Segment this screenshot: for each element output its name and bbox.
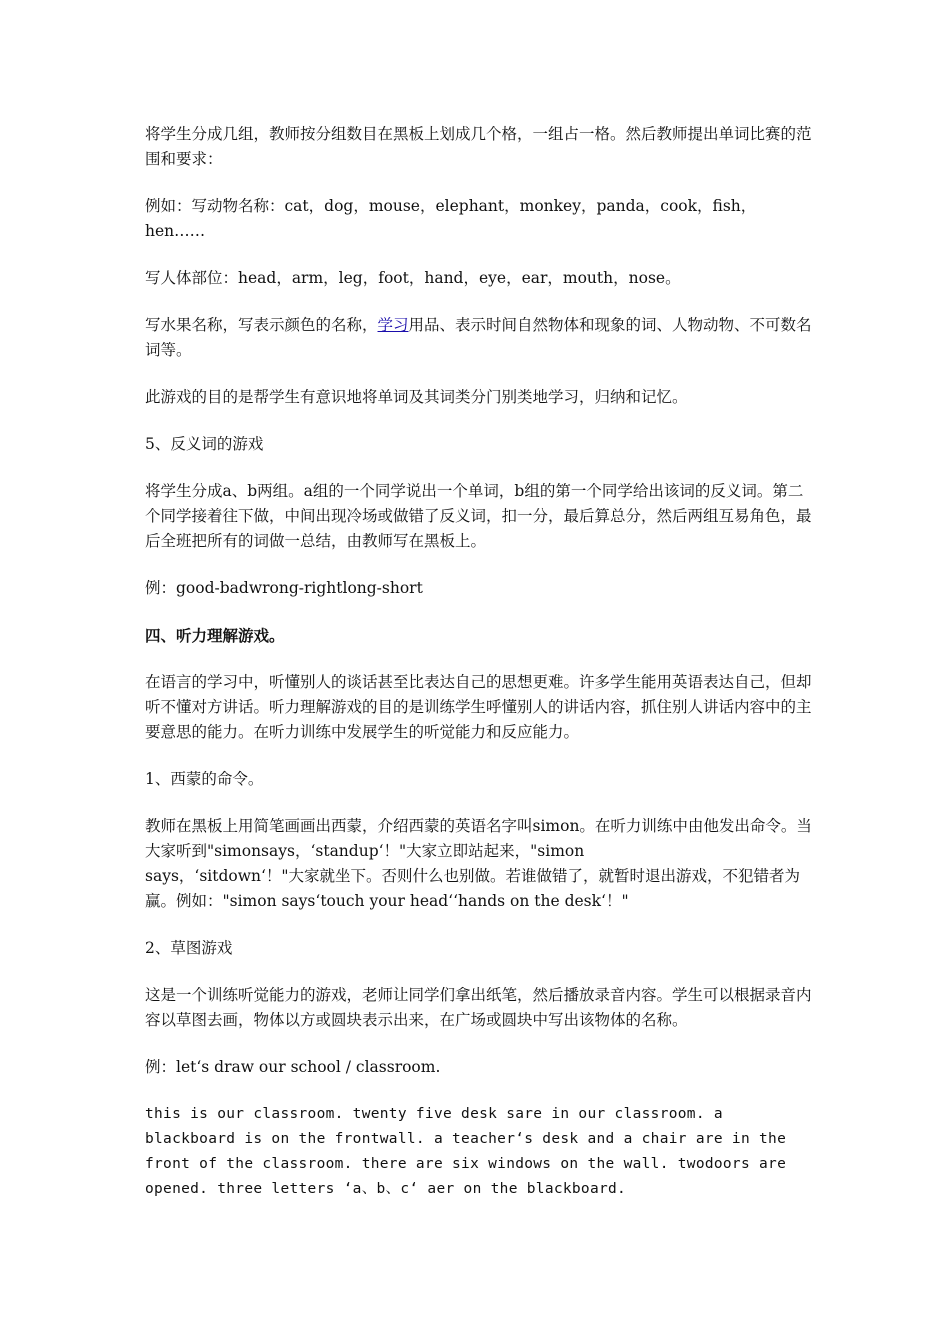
paragraph-classroom-description: this is our classroom. twenty five desk sare in our classroom. a blackboard is on the frontwall. a teacher‘s desk and a chair are in the front of the classroom. there are six windows on the wall. twodoors are opened. three letters ‘a、b、c‘ aer on the blackboard. [145,1106,787,1197]
text-line: 教师在黑板上用简笔画画出西蒙，介绍西蒙的英语名字叫simon。在听力训练中由他发出命令。当大家听到"simonsays，‘standup‘！"大家立即站起来，"simon [145,817,812,860]
paragraph-listening-intro: 在语言的学习中，听懂别人的谈话甚至比表达自己的思想更难。许多学生能用英语表达自己，但却听不懂对方讲话。听力理解游戏的目的是训练学生呼懂别人的讲话内容，抓住别人讲话内容中的主要意思的能力。在听力训练中发展学生的听觉能力和反应能力。 [145,673,812,741]
paragraph-groups: 将学生分成几组，教师按分组数目在黑板上划成几个格，一组占一格。然后教师提出单词比赛的范围和要求： [145,125,812,168]
paragraph-purpose: 此游戏的目的是帮学生有意识地将单词及其词类分门别类地学习，归纳和记忆。 [145,388,688,406]
text-segment: 用品、表示时间自然物体和现象的词、人物动物、不可数名词等。 [145,316,812,359]
paragraph-body-parts: 写人体部位：head，arm，leg，foot，hand，eye，ear，mouth，nose。 [145,269,681,287]
heading-antonym-game: 5、反义词的游戏 [145,435,264,453]
section-heading-listening: 四、听力理解游戏。 [145,626,285,645]
study-link[interactable]: 学习 [377,316,409,334]
document-page [145,122,813,1202]
paragraph-antonym-rules: 将学生分成a、b两组。a组的一个同学说出一个单词，b组的第一个同学给出该词的反义词。第二个同学接着往下做，中间出现冷场或做错了反义词，扣一分，最后算总分，然后两组互易角色，最后全班把所有的词做一总结，由教师写在黑板上。 [145,482,812,550]
paragraph-antonym-example: 例：good-badwrong-rightlong-short [145,579,423,597]
paragraph-animal-names: 例如：写动物名称：cat，dog，mouse，elephant，monkey，panda，cook，fish，hen…… [145,197,757,240]
paragraph-sketch-game: 这是一个训练听觉能力的游戏，老师让同学们拿出纸笔，然后播放录音内容。学生可以根据录音内容以草图去画，物体以方或圆块表示出来，在广场或圆块中写出该物体的名称。 [145,986,812,1029]
paragraph-categories [145,313,813,363]
paragraph-sketch-example: 例：let‘s draw our school / classroom. [145,1058,441,1076]
heading-simon-says: 1、西蒙的命令。 [145,770,264,788]
text-line: says，‘sitdown‘！"大家就坐下。否则什么也别做。若谁做错了，就暂时退出游戏，不犯错者为赢。例如："simon says‘touch your head‘‘hands on the desk‘！" [145,867,801,910]
text-segment: 写水果名称，写表示颜色的名称， [145,316,378,334]
heading-sketch-game: 2、草图游戏 [145,939,233,957]
paragraph-simon-says [145,814,813,914]
